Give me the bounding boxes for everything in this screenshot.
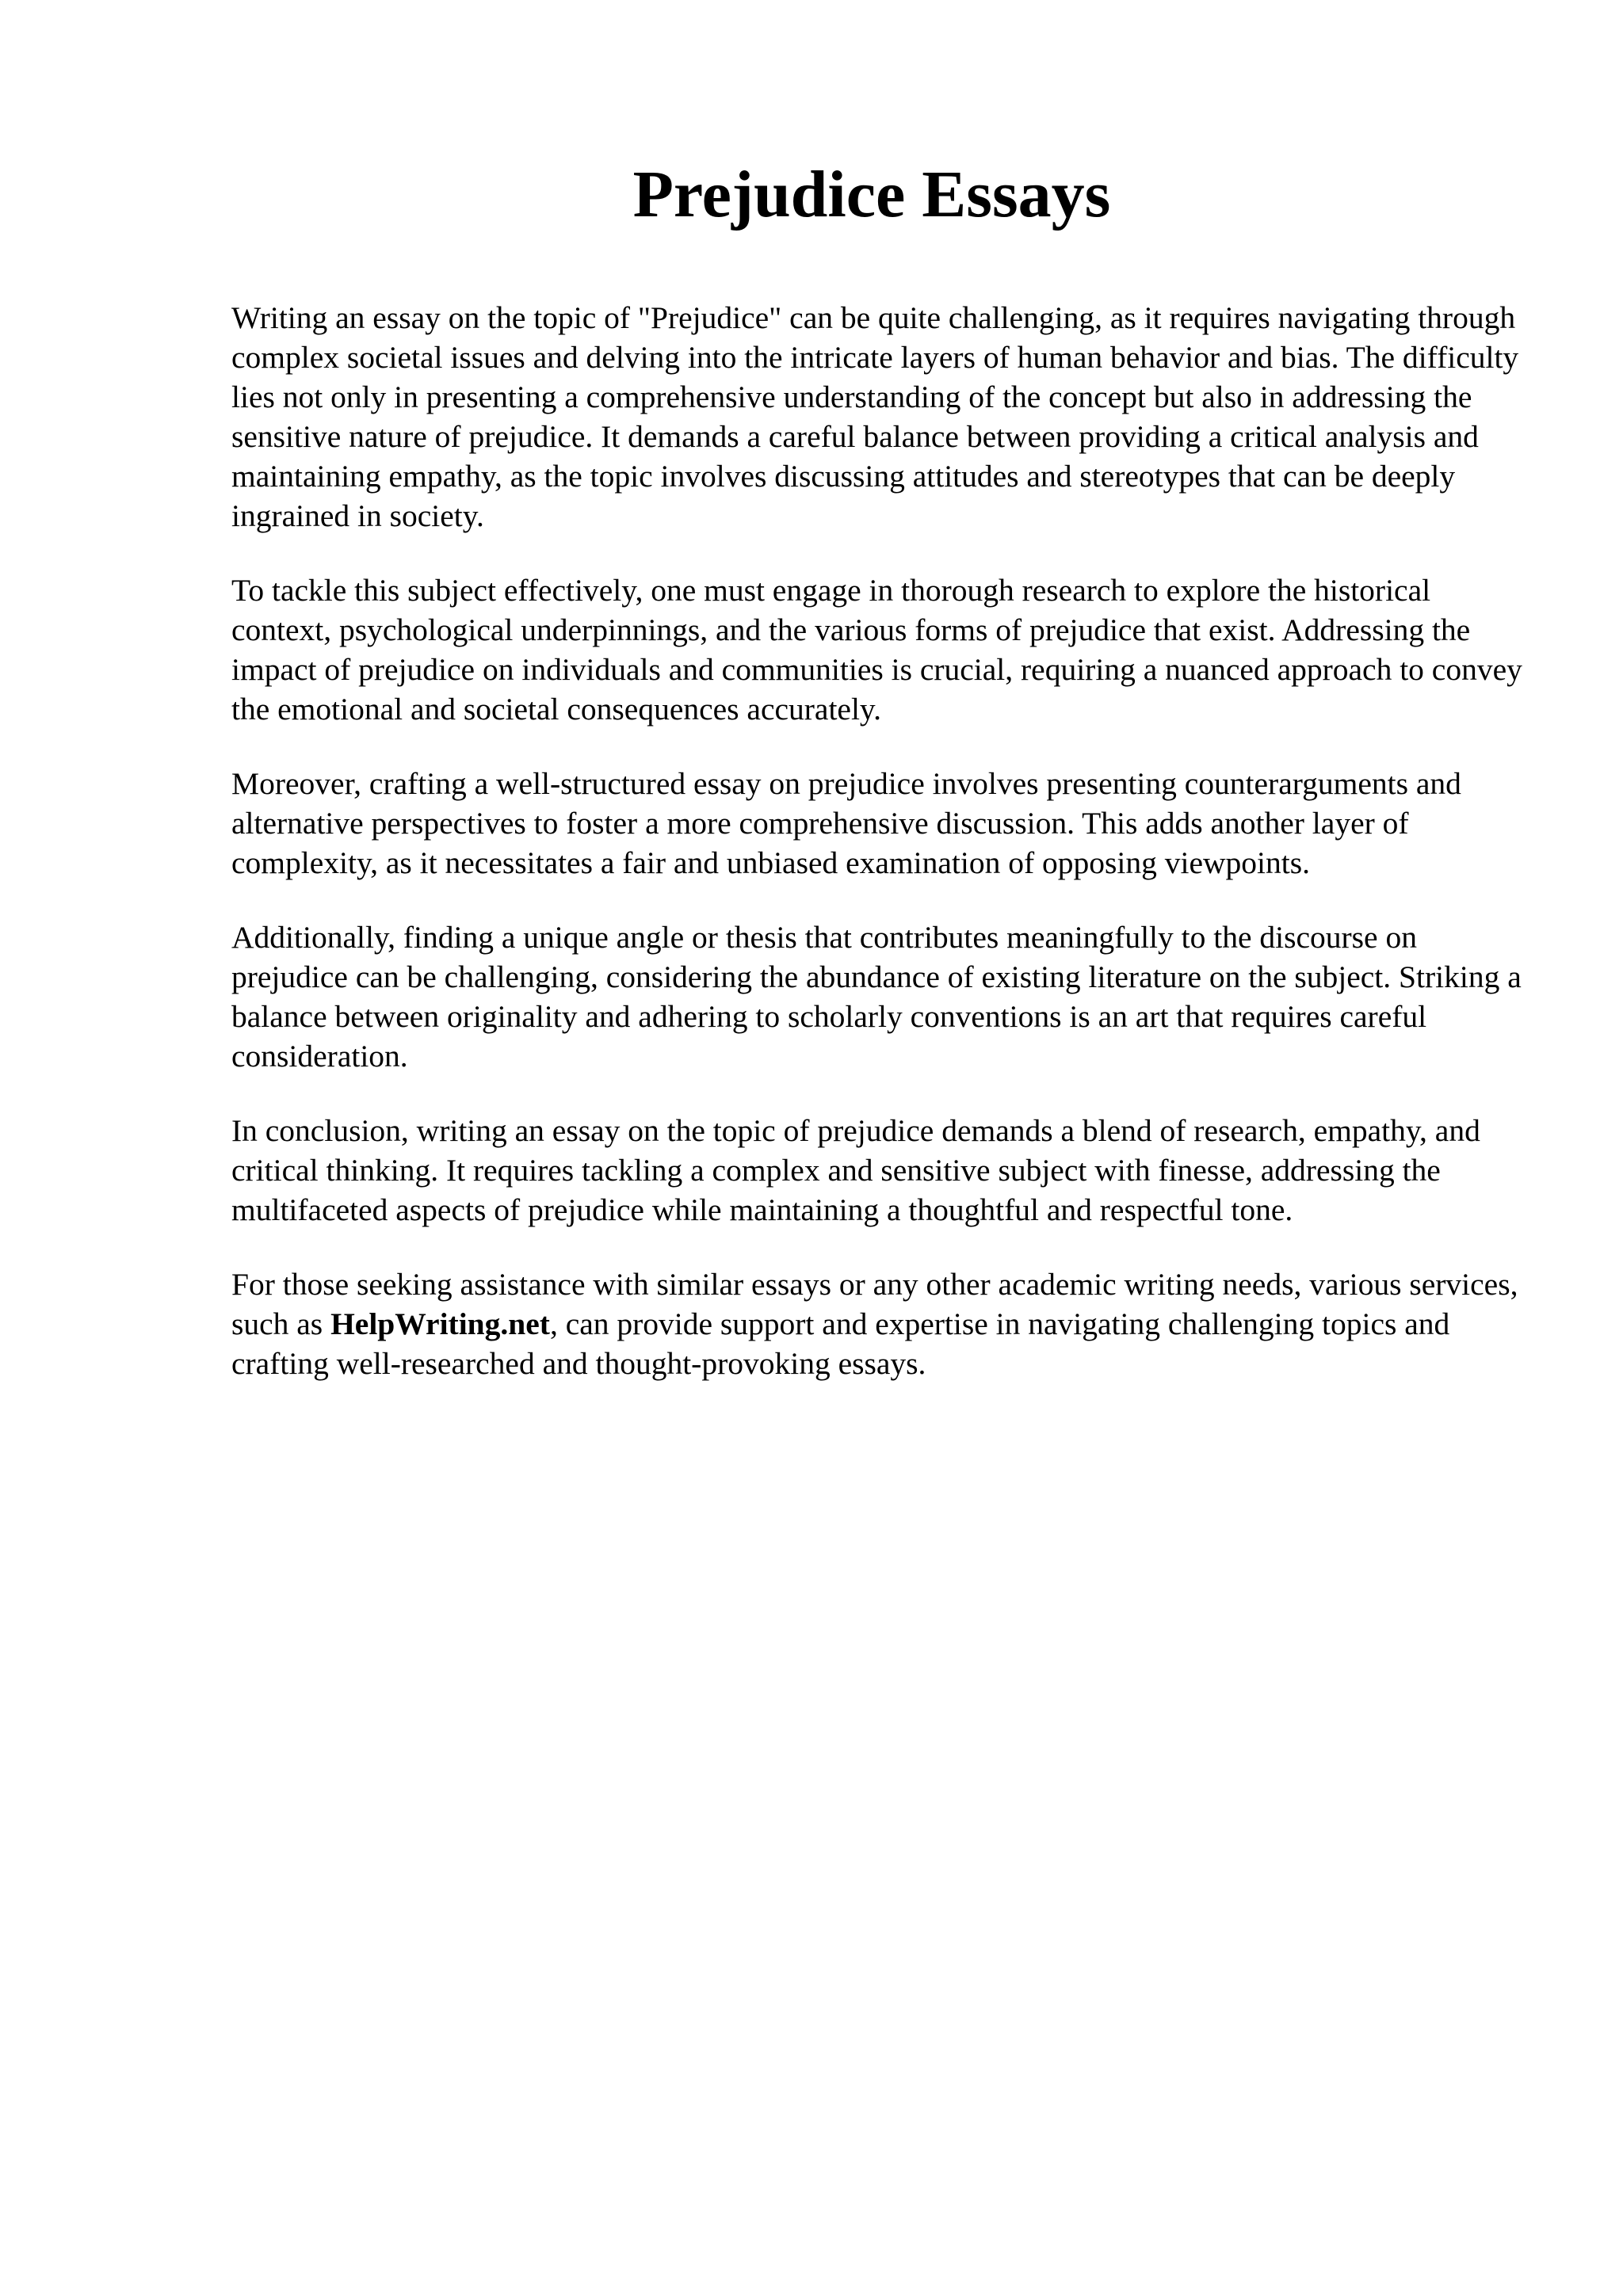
paragraph-closing <box>231 1264 1531 1383</box>
page-title: Prejudice Essays <box>632 158 1111 231</box>
paragraph-intro: Writing an essay on the topic of "Prejudice" can be quite challenging, as it requires navigating through complex societal issues and delving into the intricate layers of human behavior and bias. The difficulty lies not only in presenting a comprehensive understanding of the concept but also in addressing the sensitive nature of prejudice. It demands a careful balance between providing a critical analysis and maintaining empathy, as the topic involves discussing attitudes and stereotypes that can be deeply ingrained in society. <box>231 300 1519 533</box>
brand-name: HelpWriting.net <box>330 1306 550 1341</box>
paragraph-counterarguments: Moreover, crafting a well-structured essay on prejudice involves presenting counterarguments and alternative perspectives to foster a more comprehensive discussion. This adds another layer of complexity, as it necessitates a fair and unbiased examination of opposing viewpoints. <box>231 766 1461 880</box>
paragraph-conclusion: In conclusion, writing an essay on the topic of prejudice demands a blend of research, empathy, and critical thinking. It requires tackling a complex and sensitive subject with finesse, addressing the multifaceted aspects of prejudice while maintaining a thoughtful and respectful tone. <box>231 1113 1480 1227</box>
closing-text-after: , can provide support and expertise in navigating challenging topics and crafting well-researched and thought-provoking essays. <box>231 1306 1450 1381</box>
paragraph-research: To tackle this subject effectively, one must engage in thorough research to explore the historical context, psychological underpinnings, and the various forms of prejudice that exist. Addressing the impact of prejudice on individuals and communities is crucial, requiring a nuanced approach to convey the emotional and societal consequences accurately. <box>231 573 1522 727</box>
essay-body <box>231 298 1531 1418</box>
paragraph-thesis: Additionally, finding a unique angle or thesis that contributes meaningfully to the discourse on prejudice can be challenging, considering the abundance of existing literature on the subject. Striking a balance between originality and adhering to scholarly conventions is an art that requires careful consideration. <box>231 920 1522 1074</box>
closing-text-before: For those seeking assistance with similar essays or any other academic writing needs, various services, such as <box>231 1267 1518 1341</box>
